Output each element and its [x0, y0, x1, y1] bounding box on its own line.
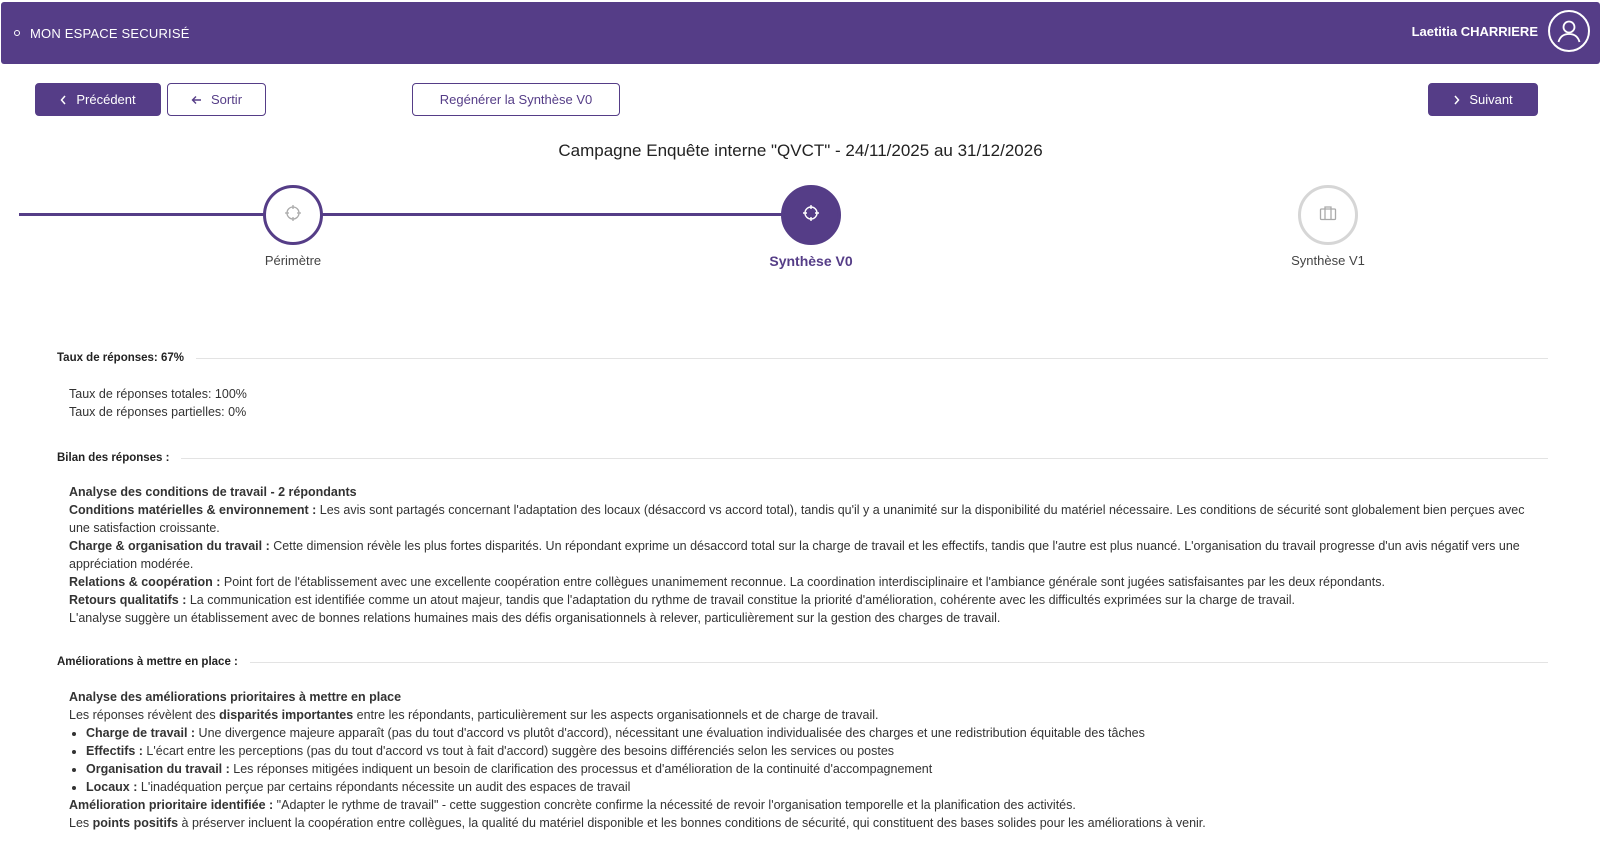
- user-name: Laetitia CHARRIERE: [1411, 23, 1538, 39]
- step-synthese-v1-label: Synthèse V1: [1291, 253, 1365, 268]
- list-item: • Effectifs : L'écart entre les perceptions (pas du tout d'accord vs tout à fait d'accord) suggère des besoins différenciés selon les services ou postes: [86, 742, 1539, 760]
- bilan-content: [69, 483, 1539, 627]
- section-divider: [196, 358, 1548, 359]
- ameliorations-heading: Analyse des améliorations prioritaires à mettre en place: [69, 690, 402, 704]
- briefcase-icon: [1319, 205, 1337, 226]
- exit-button[interactable]: [167, 83, 266, 116]
- crosshair-icon: [284, 204, 302, 227]
- step-perimetre[interactable]: [263, 185, 323, 245]
- bilan-conclusion: L'analyse suggère un établissement avec de bonnes relations humaines mais des défis organisationnels à relever, particulièrement sur la gestion des charges de travail.: [69, 611, 1001, 625]
- bilan-item: Conditions matérielles & environnement : Les avis sont partagés concernant l'adaptation des locaux (désaccord vs accord total), tandis qu'il y a unanimité sur la disponibilité du matériel nécessaire. Les conditions de sécurité sont globalement bien perçues avec une satisfaction croissante.: [69, 503, 1525, 535]
- top-bar: [1, 2, 1600, 64]
- brand[interactable]: [14, 2, 190, 64]
- user-avatar-icon[interactable]: [1548, 10, 1590, 52]
- arrow-left-icon: [191, 95, 202, 105]
- ameliorations-positives: Les points positifs à préserver incluent la coopération entre collègues, la qualité du matériel disponible et les bonnes conditions de sécurité, qui constituent des bases solides pour les améliorations à venir.: [69, 816, 1206, 830]
- list-item: • Organisation du travail : Les réponses mitigées indiquent un besoin de clarification des processus et d'amélioration de la continuité d'accompagnement: [86, 760, 1539, 778]
- section-ameliorations-title: Améliorations à mettre en place :: [57, 656, 238, 668]
- regenerate-label: Regénérer la Synthèse V0: [439, 92, 593, 107]
- step-perimetre-label: Périmètre: [264, 253, 322, 268]
- section-bilan-header: [57, 450, 1548, 466]
- step-synthese-v1[interactable]: [1298, 185, 1358, 245]
- exit-label: Sortir: [210, 92, 243, 107]
- next-button[interactable]: [1428, 83, 1538, 116]
- bilan-item: Relations & coopération : Point fort de l'établissement avec une excellente coopération entre collègues unanimement reconnue. La coordination interdisciplinaire et l'ambiance générale sont jugées satisfaisantes par les deux répondants.: [69, 575, 1385, 589]
- previous-label: Précédent: [76, 92, 136, 107]
- list-item: • Charge de travail : Une divergence majeure apparaît (pas du tout d'accord vs plutôt d'accord), nécessitant une évaluation individualisée des charges et une redistribution équitable des tâches: [86, 724, 1539, 742]
- bilan-heading: Analyse des conditions de travail - 2 répondants: [69, 485, 357, 499]
- user-menu[interactable]: [1412, 10, 1590, 52]
- brand-label: MON ESPACE SECURISÉ: [30, 25, 190, 41]
- previous-button[interactable]: [35, 83, 161, 116]
- section-taux-title: Taux de réponses: 67%: [57, 352, 184, 364]
- chevron-right-icon: [1453, 95, 1460, 105]
- list-item: • Locaux : L'inadéquation perçue par certains répondants nécessite un audit des espaces de travail: [86, 778, 1539, 796]
- taux-details: [69, 385, 1539, 421]
- bilan-item: Charge & organisation du travail : Cette dimension révèle les plus fortes disparités. Un répondant exprime un désaccord total sur la charge de travail et les effectifs, tandis que l'autre est plus nuancé. L'organisation du travail progresse d'un avis négatif vers une appréciation modérée.: [69, 539, 1520, 571]
- ameliorations-intro: Les réponses révèlent des disparités importantes entre les répondants, particulièrement sur les aspects organisationnels et de charge de travail.: [69, 708, 879, 722]
- stepper-progress-line: [19, 213, 793, 216]
- taux-partial: Taux de réponses partielles: 0%: [69, 405, 247, 419]
- ameliorations-priority: Amélioration prioritaire identifiée : "Adapter le rythme de travail" - cette suggestion concrète confirme la nécessité de revoir l'organisation temporelle et la planification des activités.: [69, 798, 1076, 812]
- section-ameliorations-header: [57, 654, 1548, 670]
- campaign-title: Campagne Enquête interne "QVCT" - 24/11/2025 au 31/12/2026: [558, 141, 1043, 160]
- section-bilan-title: Bilan des réponses :: [57, 452, 170, 464]
- section-taux-header: [57, 350, 1548, 366]
- crosshair-icon: [802, 204, 820, 227]
- step-synthese-v0-label: Synthèse V0: [769, 253, 853, 269]
- step-synthese-v0[interactable]: [781, 185, 841, 245]
- taux-total: Taux de réponses totales: 100%: [69, 387, 247, 401]
- ameliorations-list: [69, 724, 1539, 796]
- regenerate-synthesis-button[interactable]: [412, 83, 620, 116]
- section-divider: [250, 662, 1548, 663]
- section-divider: [181, 458, 1548, 459]
- brand-dot-icon: [14, 30, 20, 36]
- next-label: Suivant: [1469, 92, 1513, 107]
- ameliorations-content: [69, 688, 1539, 832]
- bilan-item: Retours qualitatifs : La communication est identifiée comme un atout majeur, tandis que l'adaptation du rythme de travail constitue la priorité d'amélioration, cohérente avec les difficultés exprimées sur la charge de travail.: [69, 593, 1295, 607]
- chevron-left-icon: [60, 95, 67, 105]
